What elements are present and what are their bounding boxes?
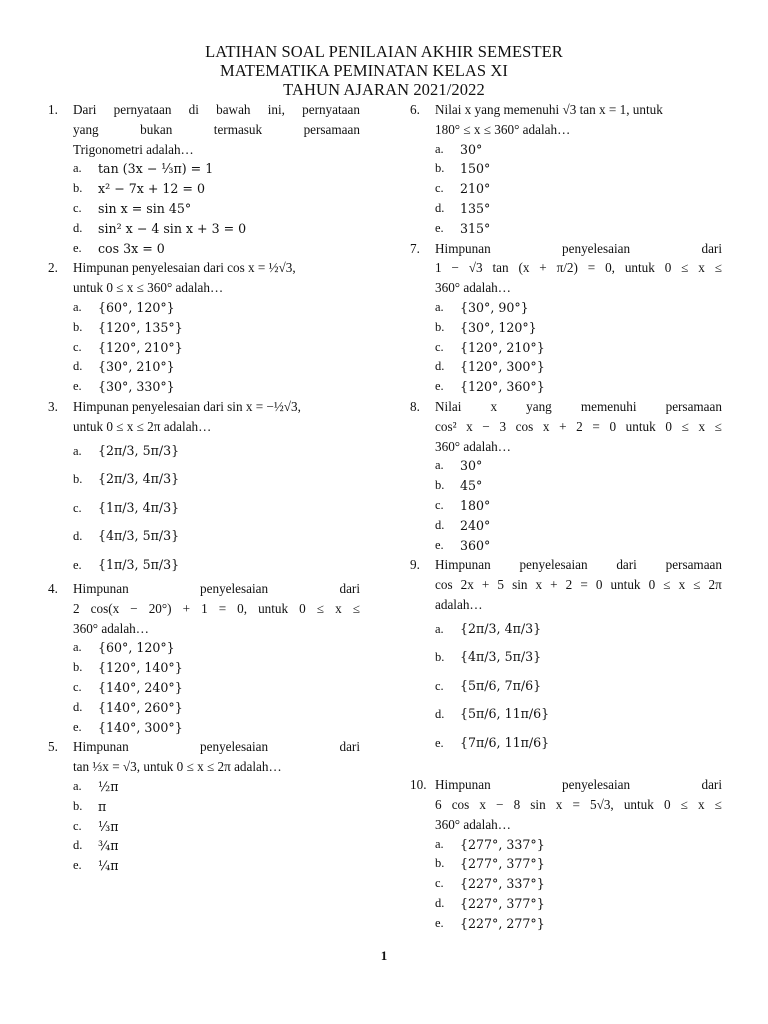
question-10 xyxy=(410,775,722,933)
spacer xyxy=(410,757,722,775)
question-number: 3. xyxy=(48,398,58,414)
option-a xyxy=(73,777,360,797)
answer-options xyxy=(73,777,360,876)
option-letter: b. xyxy=(73,472,83,487)
option-text: tan (3x − ⅓π) = 1 xyxy=(98,161,214,177)
option-text: ½π xyxy=(98,779,119,795)
option-text: {277°, 337°} xyxy=(460,836,545,852)
option-text: {30°, 120°} xyxy=(460,319,537,335)
option-letter: a. xyxy=(73,161,82,176)
stem-line: Nilai x yang memenuhi √3 tan x = 1, untuk xyxy=(435,102,663,117)
option-text: {5π/6, 7π/6} xyxy=(460,677,542,693)
option-letter: b. xyxy=(73,660,83,675)
option-b xyxy=(73,465,360,494)
option-text: x² − 7x + 12 = 0 xyxy=(98,181,205,197)
option-b xyxy=(435,476,722,496)
answer-options xyxy=(73,298,360,397)
option-letter: b. xyxy=(73,319,83,334)
option-letter: d. xyxy=(435,707,445,722)
document-header xyxy=(0,42,768,99)
option-letter: c. xyxy=(435,497,444,512)
stem-line: 360° adalah… xyxy=(435,816,511,832)
stem-line: untuk 0 ≤ x ≤ 360° adalah… xyxy=(73,280,224,296)
option-letter: c. xyxy=(435,876,444,891)
option-a xyxy=(435,456,722,476)
question-stem xyxy=(435,100,722,140)
option-text: ¼π xyxy=(98,858,119,874)
answer-options xyxy=(435,298,722,397)
stem-line: Himpunan penyelesaian dari xyxy=(435,777,722,793)
question-6 xyxy=(410,100,722,239)
question-9 xyxy=(410,555,722,757)
option-letter: d. xyxy=(73,359,83,374)
option-letter: d. xyxy=(435,896,445,910)
option-text: {120°, 210°} xyxy=(98,339,183,355)
question-stem xyxy=(435,397,722,456)
question-number: 5. xyxy=(48,739,58,755)
option-letter: a. xyxy=(73,299,82,314)
option-letter: a. xyxy=(435,458,444,473)
option-c xyxy=(435,672,722,701)
option-text: {120°, 140°} xyxy=(98,660,183,676)
option-d xyxy=(73,698,360,718)
question-number: 2. xyxy=(48,260,58,276)
question-stem xyxy=(73,397,360,437)
option-c xyxy=(435,496,722,516)
option-c xyxy=(73,494,360,523)
question-4 xyxy=(48,579,360,737)
option-letter: e. xyxy=(435,220,444,235)
option-letter: d. xyxy=(73,838,83,853)
stem-line: 360° adalah… xyxy=(435,280,511,296)
option-b xyxy=(73,797,360,817)
option-letter: e. xyxy=(73,858,82,873)
option-letter: d. xyxy=(435,517,445,532)
stem-line: Himpunan penyelesaian dari sin x = −½√3, xyxy=(73,398,301,414)
stem-line: cos 2x + 5 sin x + 2 = 0 untuk 0 ≤ x ≤ 2π xyxy=(435,577,722,593)
option-text: {120°, 360°} xyxy=(460,379,545,395)
question-number: 7. xyxy=(410,240,420,256)
option-a xyxy=(435,140,722,160)
question-2 xyxy=(48,258,360,397)
option-a xyxy=(73,159,360,179)
option-text: 210° xyxy=(460,181,491,197)
stem-line: 2 cos(x − 20°) + 1 = 0, untuk 0 ≤ x ≤ xyxy=(73,600,360,616)
option-b xyxy=(73,179,360,199)
title-line-3: TAHUN AJARAN 2021/2022 xyxy=(283,80,485,99)
option-letter: e. xyxy=(73,557,82,572)
option-text: {227°, 377°} xyxy=(460,896,545,911)
option-b xyxy=(435,643,722,672)
right-column xyxy=(410,100,722,934)
option-letter: d. xyxy=(435,200,445,215)
option-text: {140°, 240°} xyxy=(98,680,183,696)
option-letter: a. xyxy=(73,640,82,655)
stem-line: yang bukan termasuk persamaan xyxy=(73,121,360,137)
option-c xyxy=(435,179,722,199)
option-d xyxy=(435,357,722,377)
option-text: 30° xyxy=(460,458,483,474)
option-letter: e. xyxy=(435,915,444,930)
title-line-1: LATIHAN SOAL PENILAIAN AKHIR SEMESTER xyxy=(205,42,563,61)
option-text: 135° xyxy=(460,200,491,216)
question-5 xyxy=(48,737,360,876)
stem-line: 360° adalah… xyxy=(73,620,149,636)
question-number: 9. xyxy=(410,557,420,573)
option-d xyxy=(435,894,722,914)
option-e xyxy=(73,551,360,580)
stem-line: Himpunan penyelesaian dari xyxy=(73,581,360,597)
option-letter: a. xyxy=(435,836,444,851)
option-text: 315° xyxy=(460,220,491,236)
option-d xyxy=(73,357,360,377)
option-text: sin² x − 4 sin x + 3 = 0 xyxy=(98,220,247,236)
answer-options xyxy=(435,835,722,934)
question-number: 4. xyxy=(48,581,58,597)
option-e xyxy=(435,377,722,397)
option-letter: a. xyxy=(435,299,444,314)
option-d xyxy=(435,516,722,536)
option-text: {30°, 210°} xyxy=(98,359,175,375)
answer-options xyxy=(73,159,360,258)
option-text: {60°, 120°} xyxy=(98,640,175,656)
option-text: 180° xyxy=(460,497,491,513)
option-text: 30° xyxy=(460,141,483,157)
option-text: {2π/3, 4π/3} xyxy=(98,471,180,487)
question-stem xyxy=(435,555,722,614)
question-number: 10. xyxy=(410,777,427,793)
option-a xyxy=(435,298,722,318)
answer-options xyxy=(435,140,722,239)
option-letter: b. xyxy=(73,181,83,196)
option-letter: c. xyxy=(73,339,82,354)
option-e xyxy=(435,914,722,934)
stem-line: adalah… xyxy=(435,596,483,612)
option-text: {140°, 260°} xyxy=(98,699,183,715)
option-a xyxy=(73,298,360,318)
option-e xyxy=(73,718,360,738)
option-c xyxy=(435,338,722,358)
answer-options xyxy=(73,437,360,580)
option-letter: c. xyxy=(73,500,82,515)
question-stem xyxy=(73,737,360,777)
option-d xyxy=(435,700,722,729)
option-letter: d. xyxy=(73,699,83,714)
option-b xyxy=(435,318,722,338)
option-d xyxy=(73,219,360,239)
option-text: sin x = sin 45° xyxy=(98,200,192,216)
option-text: 360° xyxy=(460,537,491,553)
option-text: {7π/6, 11π/6} xyxy=(460,734,550,750)
question-stem xyxy=(435,775,722,834)
option-text: {2π/3, 4π/3} xyxy=(460,620,542,636)
option-b xyxy=(73,658,360,678)
option-d xyxy=(73,836,360,856)
question-8 xyxy=(410,397,722,555)
option-e xyxy=(73,856,360,876)
question-number: 6. xyxy=(410,102,420,117)
question-number: 1. xyxy=(48,102,58,117)
stem-line: 180° ≤ x ≤ 360° adalah… xyxy=(435,121,571,137)
option-letter: c. xyxy=(73,680,82,695)
option-letter: e. xyxy=(435,537,444,552)
title-line-2: MATEMATIKA PEMINATAN KELAS XI xyxy=(219,61,509,80)
option-text: {30°, 330°} xyxy=(98,379,175,395)
question-stem xyxy=(73,100,360,159)
option-text: ⅓π xyxy=(98,818,119,834)
option-text: {1π/3, 4π/3} xyxy=(98,499,180,515)
option-a xyxy=(73,638,360,658)
option-text: {5π/6, 11π/6} xyxy=(460,706,550,722)
stem-line: Himpunan penyelesaian dari xyxy=(435,240,722,256)
question-7 xyxy=(410,239,722,397)
option-c xyxy=(435,874,722,894)
stem-line: tan ⅓x = √3, untuk 0 ≤ x ≤ 2π adalah… xyxy=(73,759,282,775)
option-text: {120°, 300°} xyxy=(460,359,545,375)
option-text: {227°, 337°} xyxy=(460,876,545,892)
option-letter: c. xyxy=(435,678,444,693)
question-number: 8. xyxy=(410,398,420,414)
option-letter: e. xyxy=(435,379,444,394)
option-letter: a. xyxy=(435,141,444,156)
option-letter: b. xyxy=(435,161,445,176)
stem-line: Nilai x yang memenuhi persamaan xyxy=(435,398,722,414)
option-text: {140°, 300°} xyxy=(98,719,183,735)
stem-line: 1 − √3 tan (x + π/2) = 0, untuk 0 ≤ x ≤ xyxy=(435,260,722,276)
option-a xyxy=(435,615,722,644)
option-letter: b. xyxy=(435,650,445,665)
option-text: {30°, 90°} xyxy=(460,299,529,315)
option-text: 45° xyxy=(460,478,483,494)
stem-line: 360° adalah… xyxy=(435,438,511,454)
question-3 xyxy=(48,397,360,579)
stem-line: Dari pernyataan di bawah ini, pernyataan xyxy=(73,102,360,117)
question-stem xyxy=(73,579,360,638)
option-letter: c. xyxy=(435,339,444,354)
option-letter: a. xyxy=(73,443,82,458)
option-d xyxy=(435,199,722,219)
option-text: cos 3x = 0 xyxy=(98,240,165,256)
option-letter: c. xyxy=(73,818,82,833)
option-letter: b. xyxy=(73,798,83,813)
option-b xyxy=(73,318,360,338)
option-letter: b. xyxy=(435,856,445,871)
option-c xyxy=(73,199,360,219)
question-stem xyxy=(73,258,360,298)
option-text: 150° xyxy=(460,161,491,177)
stem-line: cos² x − 3 cos x + 2 = 0 untuk 0 ≤ x ≤ xyxy=(435,418,722,434)
answer-options xyxy=(435,456,722,555)
option-text: π xyxy=(98,798,107,814)
page-number: 1 xyxy=(380,948,388,963)
stem-line: Himpunan penyelesaian dari cos x = ½√3, xyxy=(73,260,296,276)
option-text: ¾π xyxy=(98,838,119,854)
option-letter: c. xyxy=(73,200,82,215)
stem-line: Trigonometri adalah… xyxy=(73,141,194,157)
left-column xyxy=(48,100,360,876)
option-letter: e. xyxy=(73,379,82,394)
option-c xyxy=(73,678,360,698)
option-letter: d. xyxy=(73,529,83,544)
option-c xyxy=(73,338,360,358)
option-b xyxy=(435,854,722,874)
stem-line: 6 cos x − 8 sin x = 5√3, untuk 0 ≤ x ≤ xyxy=(435,797,722,813)
option-d xyxy=(73,522,360,551)
answer-options xyxy=(73,638,360,737)
stem-line: Himpunan penyelesaian dari persamaan xyxy=(435,557,722,573)
option-letter: a. xyxy=(73,779,82,794)
option-text: 240° xyxy=(460,517,491,533)
option-text: {2π/3, 5π/3} xyxy=(98,442,180,458)
option-c xyxy=(73,817,360,837)
option-letter: b. xyxy=(435,319,445,334)
option-e xyxy=(435,536,722,556)
option-letter: e. xyxy=(73,719,82,734)
answer-options xyxy=(435,615,722,758)
option-letter: e. xyxy=(73,240,82,255)
option-text: {60°, 120°} xyxy=(98,299,175,315)
option-a xyxy=(435,835,722,855)
option-text: {277°, 377°} xyxy=(460,856,545,872)
option-a xyxy=(73,437,360,466)
option-text: {4π/3, 5π/3} xyxy=(460,649,542,665)
option-e xyxy=(435,729,722,758)
option-letter: e. xyxy=(435,735,444,750)
option-b xyxy=(435,159,722,179)
option-letter: d. xyxy=(435,359,445,374)
option-e xyxy=(435,219,722,239)
stem-line: untuk 0 ≤ x ≤ 2π adalah… xyxy=(73,418,212,434)
question-1 xyxy=(48,100,360,258)
option-text: {1π/3, 5π/3} xyxy=(98,556,180,572)
option-letter: a. xyxy=(435,621,444,636)
option-text: {4π/3, 5π/3} xyxy=(98,528,180,544)
option-letter: c. xyxy=(435,181,444,196)
option-text: {120°, 210°} xyxy=(460,339,545,355)
option-letter: b. xyxy=(435,478,445,493)
stem-line: Himpunan penyelesaian dari xyxy=(73,739,360,755)
option-text: {227°, 277°} xyxy=(460,915,545,931)
option-e xyxy=(73,377,360,397)
option-e xyxy=(73,239,360,259)
option-text: {120°, 135°} xyxy=(98,319,183,335)
question-stem xyxy=(435,239,722,298)
option-letter: d. xyxy=(73,220,83,235)
